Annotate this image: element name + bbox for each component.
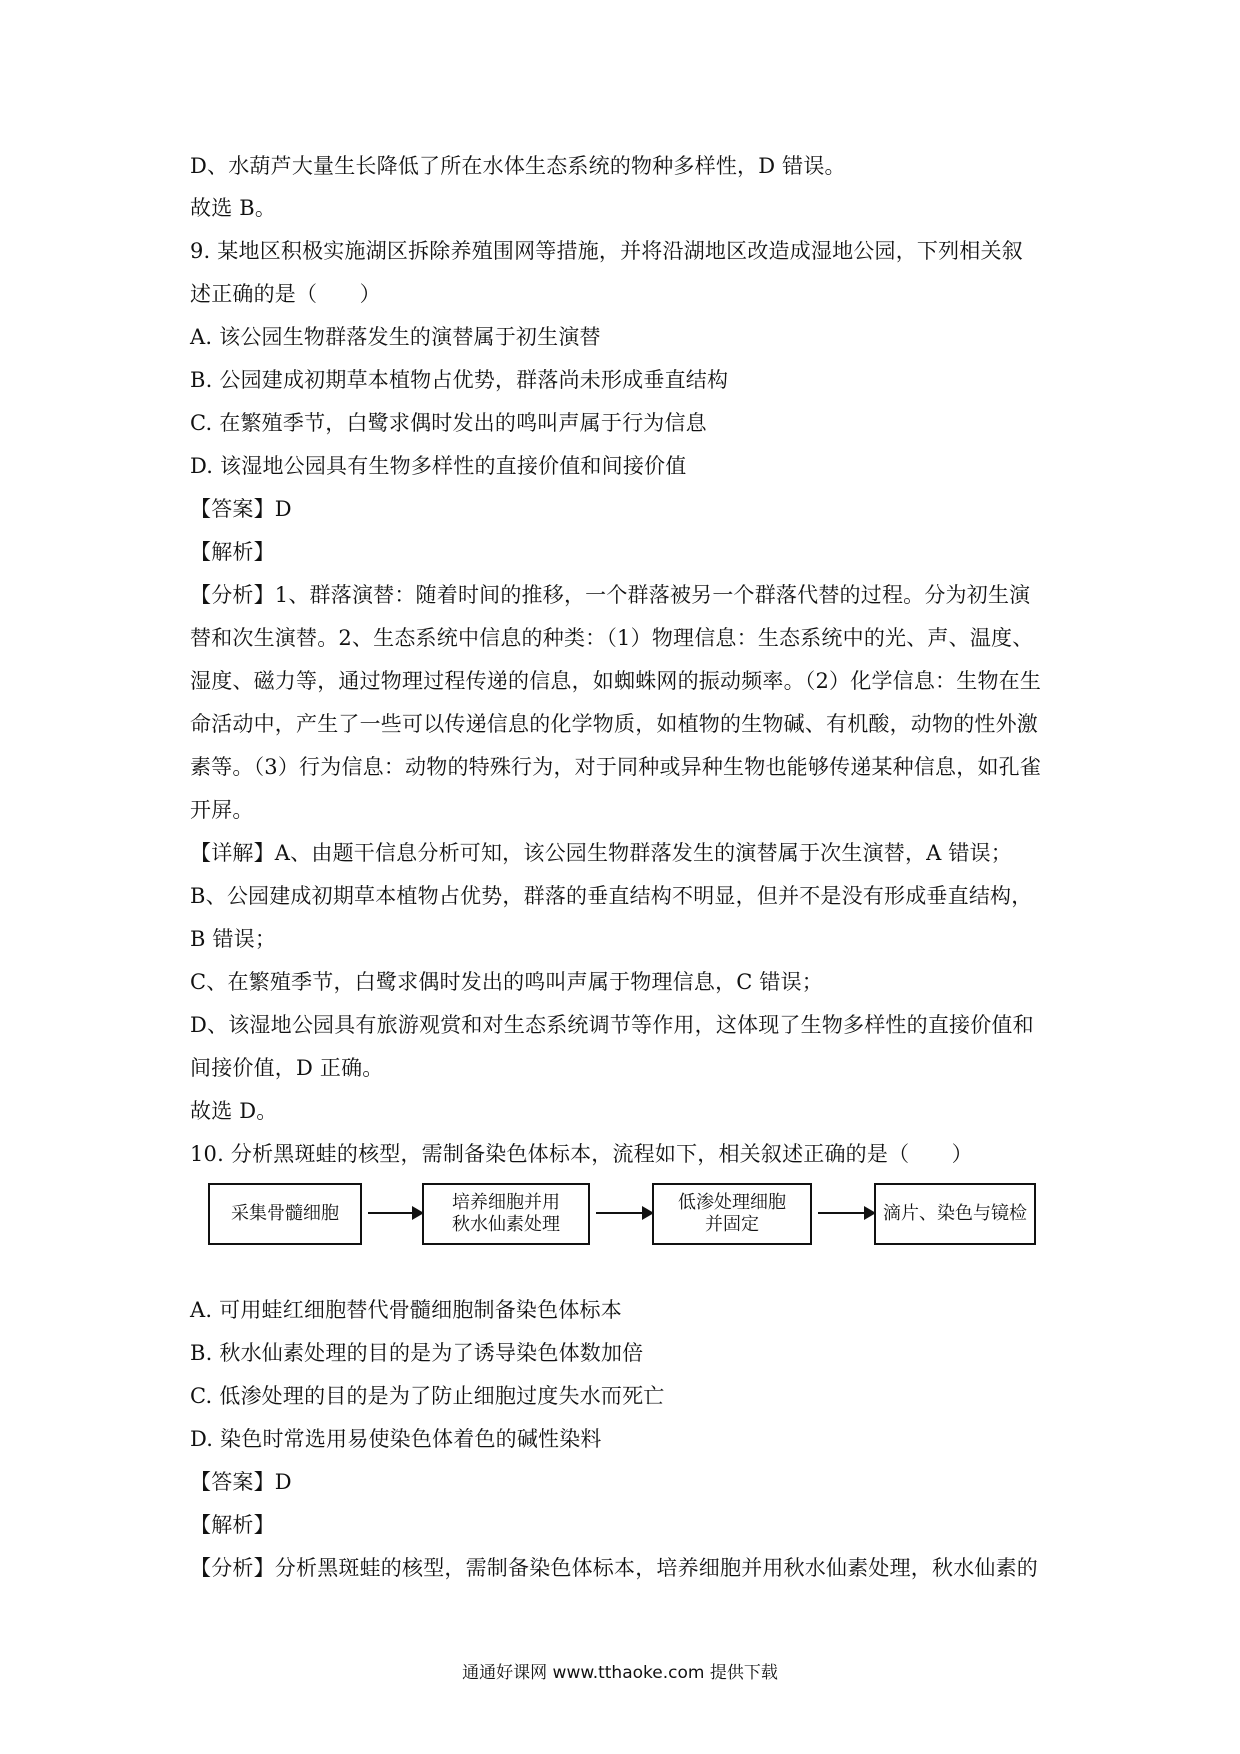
flow-arrow [368,1212,422,1214]
text-line: 命活动中，产生了一些可以传递信息的化学物质，如植物的生物碱、有机酸，动物的性外激 [190,712,1038,736]
option-c: C. 低渗处理的目的是为了防止细胞过度失水而死亡 [190,1384,665,1408]
text-line: B 错误； [190,927,277,951]
text-line: 开屏。 [190,798,254,822]
text-line: 素等。（3）行为信息：动物的特殊行为，对于同种或异种生物也能够传递某种信息，如孔雀 [190,755,1042,779]
text-line: D、该湿地公园具有旅游观赏和对生态系统调节等作用，这体现了生物多样性的直接价值和 [190,1013,1034,1037]
analysis-label: 【解析】 [190,1513,275,1537]
option-a: A. 可用蛙红细胞替代骨髓细胞制备染色体标本 [190,1298,622,1322]
text-line: 替和次生演替。2、生态系统中信息的种类：（1）物理信息：生态系统中的光、声、温度、 [190,626,1034,650]
flow-step-stain: 滴片、染色与镜检 [874,1183,1036,1245]
answer-label: 【答案】D [190,497,292,521]
option-c: C. 在繁殖季节，白鹭求偶时发出的鸣叫声属于行为信息 [190,411,707,435]
text-line: D、水葫芦大量生长降低了所在水体生态系统的物种多样性，D 错误。 [190,154,846,178]
text-line: 故选 D。 [190,1099,278,1123]
question-9-stem: 述正确的是（ ） [190,282,381,306]
flow-step-collect: 采集骨髓细胞 [208,1183,362,1245]
text-line: 【分析】1、群落演替：随着时间的推移，一个群落被另一个群落代替的过程。分为初生演 [190,583,1031,607]
option-b: B. 公园建成初期草本植物占优势，群落尚未形成垂直结构 [190,368,729,392]
flow-step-hypotonic: 低渗处理细胞 并固定 [652,1183,812,1245]
option-b: B. 秋水仙素处理的目的是为了诱导染色体数加倍 [190,1341,644,1365]
text-line: B、公园建成初期草本植物占优势，群落的垂直结构不明显，但并不是没有形成垂直结构， [190,884,1033,908]
text-line: 【分析】分析黑斑蛙的核型，需制备染色体标本，培养细胞并用秋水仙素处理，秋水仙素的 [190,1556,1038,1580]
flow-arrow [818,1212,874,1214]
question-10-stem: 10. 分析黑斑蛙的核型，需制备染色体标本，流程如下，相关叙述正确的是（ ） [190,1142,973,1166]
page-footer: 通通好课网 www.tthaoke.com 提供下载 [462,1663,778,1683]
option-d: D. 该湿地公园具有生物多样性的直接价值和间接价值 [190,454,687,478]
question-9-stem: 9. 某地区积极实施湖区拆除养殖围网等措施，并将沿湖地区改造成湿地公园，下列相关叙 [190,239,1023,263]
flow-diagram [208,1183,1028,1253]
text-line: 间接价值，D 正确。 [190,1056,384,1080]
option-d: D. 染色时常选用易使染色体着色的碱性染料 [190,1427,602,1451]
text-line: C、在繁殖季节，白鹭求偶时发出的鸣叫声属于物理信息，C 错误； [190,970,824,994]
text-line: 故选 B。 [190,196,277,220]
analysis-label: 【解析】 [190,540,275,564]
flow-arrow [596,1212,652,1214]
text-line: 湿度、磁力等，通过物理过程传递的信息，如蜘蛛网的振动频率。（2）化学信息：生物在生 [190,669,1042,693]
option-a: A. 该公园生物群落发生的演替属于初生演替 [190,325,601,349]
flow-step-culture: 培养细胞并用 秋水仙素处理 [422,1183,590,1245]
answer-label: 【答案】D [190,1470,292,1494]
text-line: 【详解】A、由题干信息分析可知，该公园生物群落发生的演替属于次生演替，A 错误； [190,841,1013,865]
